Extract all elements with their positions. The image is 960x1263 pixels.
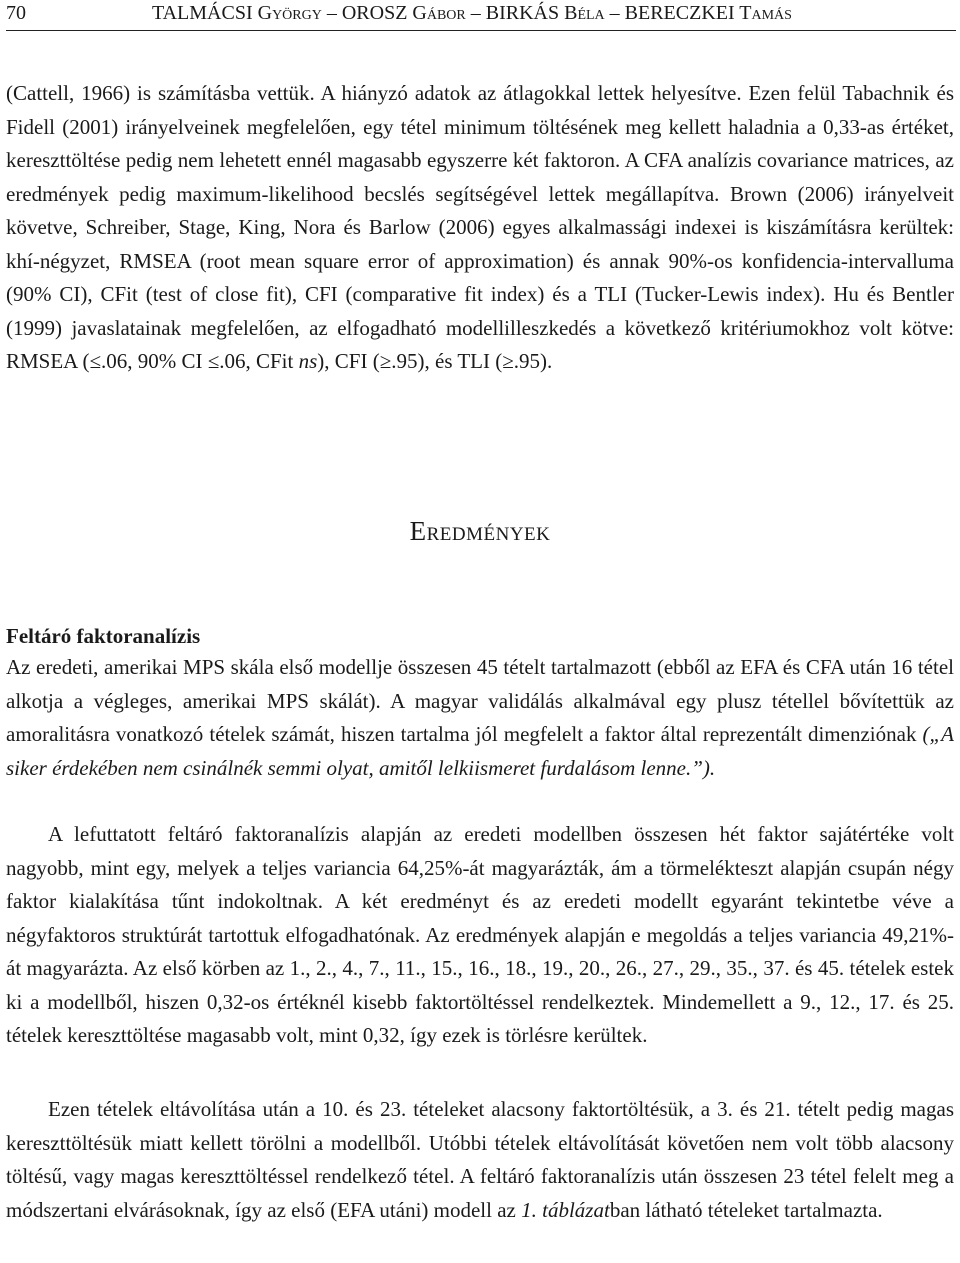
section-title: Eredmények xyxy=(409,516,551,546)
methods-paragraph xyxy=(6,77,954,379)
paragraph-text: ban látható tételeket tartalmazta. xyxy=(609,1197,883,1222)
italic-text: ns xyxy=(298,349,318,373)
page-number: 70 xyxy=(6,2,26,24)
paragraph-text: .95), és TLI ( xyxy=(391,349,503,373)
results-paragraph-3 xyxy=(6,1093,954,1227)
paragraph-text: Ezen tételek eltávolítása után a 10. és 23. tételeket alacsony faktortöltésük, a 3. és 21. tételt pedig magas kereszttöltésük miatt kellett törölni a modellből. Utóbbi tételek eltávolítását követően nem volt több alacsony töltésű, vagy magas kereszttöltéssel rendelkező tétel. A feltáró faktoranalízis után összesen 23 tétel felelt meg a módszertani elvárásoknak, így az első (EFA utáni) modell az xyxy=(6,1097,954,1222)
paragraph-text: .06, CFit xyxy=(219,349,299,373)
paragraph-text: .95). xyxy=(513,349,553,373)
results-paragraph-2 xyxy=(6,818,954,1053)
paragraph-text: Az eredeti, amerikai MPS skála első modellje összesen 45 tételt tartalmazott (ebből az EFA és CFA után 16 tétel alkotja a végleges, amerikai MPS skálát). A magyar validálás alkalmával egy plusz tétellel bővítettük az amoralitásra vonatkozó tételek számát, hiszen tartalma jól megfelelt a faktor által reprezentált dimenziónak xyxy=(6,655,954,746)
italic-quote: („A siker érdekében nem csinálnék semmi olyat, amitől lelkiismeret furdalásom lenne.”). xyxy=(6,722,954,780)
italic-table-reference: 1. táblázat xyxy=(521,1197,610,1222)
less-equal-symbol: ≤ xyxy=(89,349,101,373)
paragraph-text: A lefuttatott feltáró faktoranalízis alapján az eredeti modellben összesen hét faktor sajátértéke volt nagyobb, mint egy, melyek a teljes variancia 64,25%-át magyarázták, ám a törmelékteszt alapján csupán négy faktor kialakítása tűnt indokoltnak. A két eredményt és az eredeti modellt egyaránt tekintetbe véve a négyfaktoros struktúrát tartottuk elfogadhatónak. Az eredmények alapján e megoldás a teljes variancia 49,21%-át magyarázta. Az első körben az 1., 2., 4., 7., 11., 15., 16., 18., 19., 20., 26., 27., 29., 35., 37. és 45. tételek estek ki a modellből, hiszen 0,32-os értéknél kisebb faktortöltéssel rendelkeztek. Mindemellett a 9., 12., 17. és 25. tételek kereszttöltése magasabb volt, mint 0,32, így ezek is törlésre kerültek. xyxy=(6,822,954,1047)
header-authors: TALMÁCSI György – OROSZ Gábor – BIRKÁS Béla – BERECZKEI Tamás xyxy=(152,2,792,24)
subsection-title: Feltáró faktoranalízis xyxy=(6,624,201,648)
less-equal-symbol: ≤ xyxy=(207,349,220,373)
greater-equal-symbol: ≥ xyxy=(502,349,514,373)
greater-equal-symbol: ≥ xyxy=(379,349,392,373)
paragraph-text: .06, 90% CI xyxy=(100,349,208,373)
running-header xyxy=(6,0,956,31)
paragraph-text: ), CFI ( xyxy=(317,349,380,373)
paragraph-text: (Cattell, 1966) is számításba vettük. A hiányzó adatok az átlagokkal lettek helyesítve. Ezen felül Tabachnik és Fidell (2001) irányelveinek megfelelően, egy tétel minimum töltésének meg kellett haladnia a 0,33-as értéket, kereszttöltése pedig nem lehetett ennél magasabb egyszerre két faktoron. A CFA analízis covariance matrices, az eredmények pedig maximum-likelihood becslés segítségével lettek megállapítva. Brown (2006) irányelveit követve, Schreiber, Stage, King, Nora és Barlow (2006) egyes alkalmassági indexei is kiszámításra kerültek: khí-négyzet, RMSEA (root mean square error of approximation) és annak 90%-os konfidencia-intervalluma (90% CI), CFit (test of close fit), CFI (comparative fit index) és a TLI (Tucker-Lewis index). Hu és Bentler (1999) javaslatainak megfelelően, az elfogadható modellilleszkedés a következő kritériumokhoz volt kötve: RMSEA ( xyxy=(6,81,954,373)
results-paragraph-1 xyxy=(6,651,954,785)
